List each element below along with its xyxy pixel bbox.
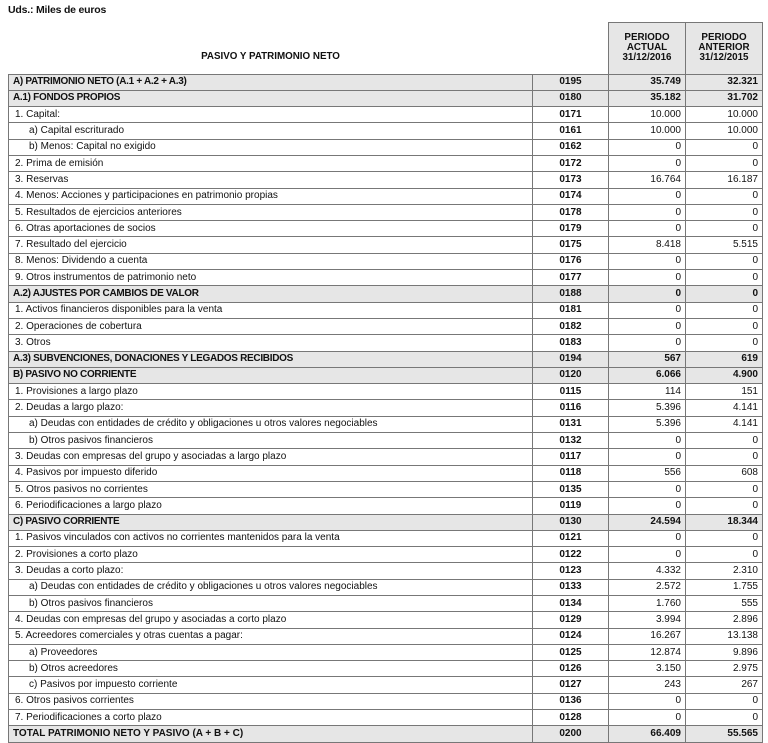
- row-previous-value: 2.896: [686, 612, 763, 628]
- row-current-value: 10.000: [609, 123, 686, 139]
- row-current-value: 8.418: [609, 237, 686, 253]
- row-current-value: 0: [609, 253, 686, 269]
- table-row: [9, 465, 763, 481]
- row-code: 0179: [533, 221, 609, 237]
- row-label: b) Menos: Capital no exigido: [9, 139, 533, 155]
- table-header-row: [9, 23, 763, 75]
- row-code: 0162: [533, 139, 609, 155]
- row-code: 0115: [533, 384, 609, 400]
- table-row: [9, 612, 763, 628]
- row-code: 0195: [533, 74, 609, 90]
- row-previous-value: 10.000: [686, 107, 763, 123]
- row-previous-value: 16.187: [686, 172, 763, 188]
- row-label: 4. Pasivos por impuesto diferido: [9, 465, 533, 481]
- row-previous-value: 4.141: [686, 416, 763, 432]
- row-current-value: 3.150: [609, 661, 686, 677]
- row-previous-value: 2.310: [686, 563, 763, 579]
- row-previous-value: 4.141: [686, 400, 763, 416]
- row-current-value: 12.874: [609, 644, 686, 660]
- row-code: 0126: [533, 661, 609, 677]
- row-current-value: 0: [609, 498, 686, 514]
- row-current-value: 10.000: [609, 107, 686, 123]
- row-label: a) Proveedores: [9, 644, 533, 660]
- row-label: A.1) FONDOS PROPIOS: [9, 90, 533, 106]
- row-current-value: 0: [609, 318, 686, 334]
- row-code: 0122: [533, 547, 609, 563]
- row-previous-value: 0: [686, 547, 763, 563]
- row-current-value: 243: [609, 677, 686, 693]
- row-previous-value: 608: [686, 465, 763, 481]
- row-label: 4. Menos: Acciones y participaciones en patrimonio propias: [9, 188, 533, 204]
- table-row: [9, 270, 763, 286]
- row-current-value: 0: [609, 530, 686, 546]
- table-row: [9, 253, 763, 269]
- table-row: [9, 90, 763, 106]
- row-label: b) Otros pasivos financieros: [9, 433, 533, 449]
- row-code: 0117: [533, 449, 609, 465]
- row-code: 0194: [533, 351, 609, 367]
- row-label: b) Otros acreedores: [9, 661, 533, 677]
- table-row: [9, 155, 763, 171]
- table-row: [9, 74, 763, 90]
- row-label: 3. Deudas a corto plazo:: [9, 563, 533, 579]
- row-code: 0173: [533, 172, 609, 188]
- table-row: [9, 237, 763, 253]
- row-code: 0171: [533, 107, 609, 123]
- row-previous-value: 18.344: [686, 514, 763, 530]
- row-code: 0118: [533, 465, 609, 481]
- row-label: 3. Otros: [9, 335, 533, 351]
- row-code: 0172: [533, 155, 609, 171]
- row-code: 0125: [533, 644, 609, 660]
- row-previous-value: 0: [686, 449, 763, 465]
- row-label: 7. Periodificaciones a corto plazo: [9, 710, 533, 726]
- row-label: 1. Activos financieros disponibles para la venta: [9, 302, 533, 318]
- row-previous-value: 0: [686, 498, 763, 514]
- table-row: [9, 107, 763, 123]
- row-code: 0182: [533, 318, 609, 334]
- units-label: Uds.: Miles de euros: [8, 4, 107, 16]
- row-previous-value: 0: [686, 693, 763, 709]
- row-code: 0175: [533, 237, 609, 253]
- row-label: 5. Resultados de ejercicios anteriores: [9, 204, 533, 220]
- row-current-value: 6.066: [609, 367, 686, 383]
- row-code: 0121: [533, 530, 609, 546]
- row-code: 0116: [533, 400, 609, 416]
- row-code: 0174: [533, 188, 609, 204]
- table-row: [9, 514, 763, 530]
- table-row: [9, 661, 763, 677]
- table-row: [9, 530, 763, 546]
- row-label: A.3) SUBVENCIONES, DONACIONES Y LEGADOS RECIBIDOS: [9, 351, 533, 367]
- table-row: [9, 139, 763, 155]
- table-row: [9, 547, 763, 563]
- row-label: 2. Operaciones de cobertura: [9, 318, 533, 334]
- row-code: 0180: [533, 90, 609, 106]
- row-code: 0178: [533, 204, 609, 220]
- table-row: [9, 677, 763, 693]
- table-row: [9, 481, 763, 497]
- row-code: 0188: [533, 286, 609, 302]
- row-current-value: 0: [609, 547, 686, 563]
- row-label: A.2) AJUSTES POR CAMBIOS DE VALOR: [9, 286, 533, 302]
- row-previous-value: 31.702: [686, 90, 763, 106]
- row-current-value: 5.396: [609, 400, 686, 416]
- row-previous-value: 10.000: [686, 123, 763, 139]
- row-code: 0136: [533, 693, 609, 709]
- row-label: TOTAL PATRIMONIO NETO Y PASIVO (A + B + C): [9, 726, 533, 742]
- table-row: [9, 172, 763, 188]
- row-label: 3. Deudas con empresas del grupo y asociadas a largo plazo: [9, 449, 533, 465]
- row-label: b) Otros pasivos financieros: [9, 596, 533, 612]
- row-current-value: 16.267: [609, 628, 686, 644]
- row-code: 0120: [533, 367, 609, 383]
- row-label: 9. Otros instrumentos de patrimonio neto: [9, 270, 533, 286]
- table-row: [9, 204, 763, 220]
- balance-sheet-table: [8, 22, 763, 743]
- row-previous-value: 55.565: [686, 726, 763, 742]
- row-current-value: 1.760: [609, 596, 686, 612]
- row-previous-value: 9.896: [686, 644, 763, 660]
- row-current-value: 0: [609, 139, 686, 155]
- row-current-value: 16.764: [609, 172, 686, 188]
- section-title: PASIVO Y PATRIMONIO NETO: [9, 23, 533, 75]
- row-previous-value: 0: [686, 253, 763, 269]
- row-code: 0123: [533, 563, 609, 579]
- row-code: 0183: [533, 335, 609, 351]
- row-label: 1. Capital:: [9, 107, 533, 123]
- table-row: [9, 449, 763, 465]
- row-previous-value: 151: [686, 384, 763, 400]
- row-current-value: 3.994: [609, 612, 686, 628]
- row-previous-value: 555: [686, 596, 763, 612]
- row-current-value: 35.749: [609, 74, 686, 90]
- row-label: 6. Periodificaciones a largo plazo: [9, 498, 533, 514]
- row-current-value: 0: [609, 710, 686, 726]
- row-previous-value: 0: [686, 433, 763, 449]
- row-previous-value: 1.755: [686, 579, 763, 595]
- row-previous-value: 0: [686, 270, 763, 286]
- row-previous-value: 619: [686, 351, 763, 367]
- table-row: [9, 693, 763, 709]
- row-current-value: 4.332: [609, 563, 686, 579]
- row-current-value: 0: [609, 221, 686, 237]
- row-current-value: 0: [609, 188, 686, 204]
- table-row: [9, 335, 763, 351]
- row-previous-value: 32.321: [686, 74, 763, 90]
- row-label: B) PASIVO NO CORRIENTE: [9, 367, 533, 383]
- table-row: [9, 710, 763, 726]
- row-current-value: 0: [609, 433, 686, 449]
- row-label: 6. Otros pasivos corrientes: [9, 693, 533, 709]
- row-code: 0130: [533, 514, 609, 530]
- row-code: 0129: [533, 612, 609, 628]
- row-code: 0135: [533, 481, 609, 497]
- row-label: a) Deudas con entidades de crédito y obligaciones u otros valores negociables: [9, 416, 533, 432]
- row-previous-value: 0: [686, 318, 763, 334]
- row-label: 5. Otros pasivos no corrientes: [9, 481, 533, 497]
- table-row: [9, 318, 763, 334]
- table-body: [9, 74, 763, 742]
- row-label: 8. Menos: Dividendo a cuenta: [9, 253, 533, 269]
- row-code: 0176: [533, 253, 609, 269]
- row-previous-value: 0: [686, 155, 763, 171]
- table-row: [9, 384, 763, 400]
- table-row: [9, 416, 763, 432]
- row-label: 7. Resultado del ejercicio: [9, 237, 533, 253]
- row-current-value: 0: [609, 286, 686, 302]
- table-row: [9, 596, 763, 612]
- row-previous-value: 0: [686, 335, 763, 351]
- table-row: [9, 563, 763, 579]
- table-row: [9, 286, 763, 302]
- row-code: 0127: [533, 677, 609, 693]
- row-label: 2. Deudas a largo plazo:: [9, 400, 533, 416]
- table-row: [9, 400, 763, 416]
- row-current-value: 0: [609, 204, 686, 220]
- row-code: 0132: [533, 433, 609, 449]
- row-label: 4. Deudas con empresas del grupo y asociadas a corto plazo: [9, 612, 533, 628]
- row-previous-value: 0: [686, 188, 763, 204]
- row-code: 0131: [533, 416, 609, 432]
- row-current-value: 556: [609, 465, 686, 481]
- code-column-header: [533, 23, 609, 75]
- row-code: 0177: [533, 270, 609, 286]
- table-row: [9, 644, 763, 660]
- row-previous-value: 0: [686, 139, 763, 155]
- row-current-value: 0: [609, 335, 686, 351]
- row-current-value: 0: [609, 270, 686, 286]
- row-previous-value: 0: [686, 530, 763, 546]
- table-row: [9, 188, 763, 204]
- row-previous-value: 0: [686, 204, 763, 220]
- row-code: 0181: [533, 302, 609, 318]
- row-current-value: 66.409: [609, 726, 686, 742]
- table-row: [9, 628, 763, 644]
- table-row: [9, 498, 763, 514]
- row-current-value: 0: [609, 302, 686, 318]
- row-previous-value: 2.975: [686, 661, 763, 677]
- row-label: c) Pasivos por impuesto corriente: [9, 677, 533, 693]
- row-previous-value: 13.138: [686, 628, 763, 644]
- row-previous-value: 267: [686, 677, 763, 693]
- row-current-value: 567: [609, 351, 686, 367]
- row-label: 5. Acreedores comerciales y otras cuentas a pagar:: [9, 628, 533, 644]
- row-label: C) PASIVO CORRIENTE: [9, 514, 533, 530]
- row-code: 0134: [533, 596, 609, 612]
- row-label: 1. Provisiones a largo plazo: [9, 384, 533, 400]
- row-current-value: 35.182: [609, 90, 686, 106]
- row-previous-value: 4.900: [686, 367, 763, 383]
- row-previous-value: 0: [686, 302, 763, 318]
- current-period-header: PERIODO ACTUAL 31/12/2016: [609, 23, 686, 75]
- row-current-value: 0: [609, 481, 686, 497]
- row-current-value: 114: [609, 384, 686, 400]
- row-label: a) Capital escriturado: [9, 123, 533, 139]
- row-label: A) PATRIMONIO NETO (A.1 + A.2 + A.3): [9, 74, 533, 90]
- row-label: 2. Provisiones a corto plazo: [9, 547, 533, 563]
- row-label: a) Deudas con entidades de crédito y obligaciones u otros valores negociables: [9, 579, 533, 595]
- row-label: 6. Otras aportaciones de socios: [9, 221, 533, 237]
- table-row: [9, 367, 763, 383]
- row-label: 1. Pasivos vinculados con activos no corrientes mantenidos para la venta: [9, 530, 533, 546]
- row-previous-value: 0: [686, 221, 763, 237]
- row-code: 0124: [533, 628, 609, 644]
- row-current-value: 0: [609, 449, 686, 465]
- table-row: [9, 351, 763, 367]
- row-previous-value: 0: [686, 710, 763, 726]
- table-row: [9, 726, 763, 742]
- table-row: [9, 302, 763, 318]
- row-code: 0119: [533, 498, 609, 514]
- row-code: 0200: [533, 726, 609, 742]
- row-previous-value: 0: [686, 286, 763, 302]
- row-current-value: 0: [609, 693, 686, 709]
- row-code: 0161: [533, 123, 609, 139]
- table-row: [9, 221, 763, 237]
- row-previous-value: 5.515: [686, 237, 763, 253]
- table-row: [9, 433, 763, 449]
- previous-period-header: PERIODO ANTERIOR 31/12/2015: [686, 23, 763, 75]
- table-row: [9, 123, 763, 139]
- row-label: 2. Prima de emisión: [9, 155, 533, 171]
- row-current-value: 0: [609, 155, 686, 171]
- row-current-value: 2.572: [609, 579, 686, 595]
- row-current-value: 5.396: [609, 416, 686, 432]
- row-code: 0128: [533, 710, 609, 726]
- row-previous-value: 0: [686, 481, 763, 497]
- row-code: 0133: [533, 579, 609, 595]
- table-row: [9, 579, 763, 595]
- row-label: 3. Reservas: [9, 172, 533, 188]
- row-current-value: 24.594: [609, 514, 686, 530]
